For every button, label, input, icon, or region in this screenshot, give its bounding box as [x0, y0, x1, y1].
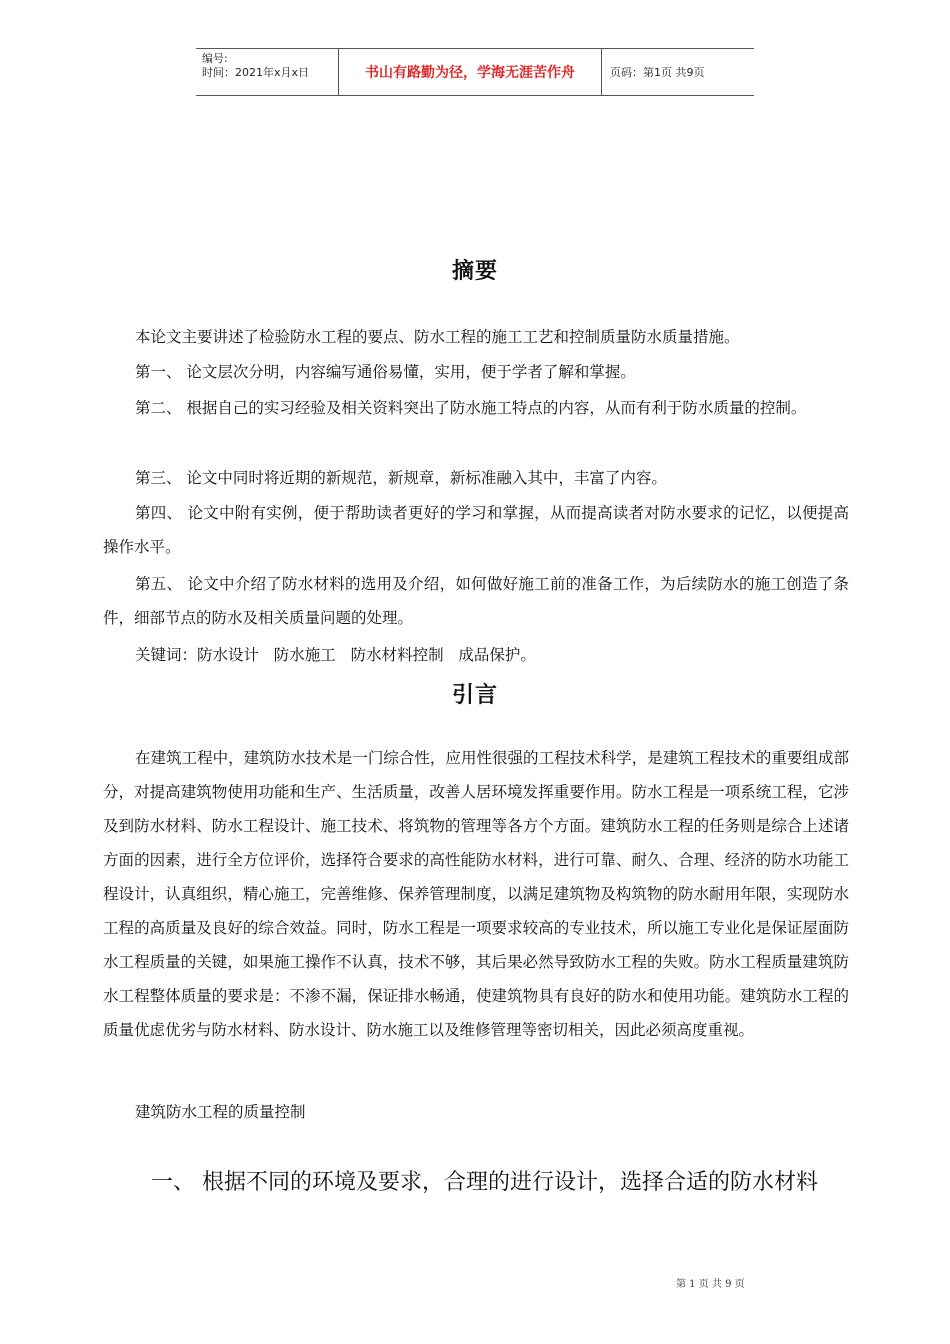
- header-motto: 书山有路勤为径，学海无涯苦作舟: [338, 49, 602, 95]
- header-number-label: 编号:: [202, 52, 228, 65]
- section-one-heading: 一、 根据不同的环境及要求，合理的进行设计，选择合适的防水材料: [151, 1170, 818, 1195]
- preface-title: 引言: [451, 683, 498, 708]
- preface-body: 在建筑工程中，建筑防水技术是一门综合性，应用性很强的工程技术科学，是建筑工程技术的重要组成部分，对提高建筑物使用功能和生产、生活质量，改善人居环境发挥重要作用。防水工程是一项系统工程，它涉及到防水材料、防水工程设计、施工技术、将筑物的管理等各方个方面。建筑防水工程的任务则是综合上述诸方面的因素，进行全方位评价，选择符合要求的高性能防水材料，进行可靠、耐久、合理、经济的防水功能工程设计，认真组织，精心施工，完善维修、保养管理制度，以满足建筑物及构筑物的防水耐用年限，实现防水工程的高质量及良好的综合效益。同时，防水工程是一项要求较高的专业技术，所以施工专业化是保证屋面防水工程质量的关键，如果施工操作不认真，技术不够，其后果必然导致防水工程的失败。防水工程质量建筑防水工程整体质量的要求是：不渗不漏，保证排水畅通，使建筑物具有良好的防水和使用功能。建筑防水工程的质量优虑优劣与防水材料、防水设计、防水施工以及维修管理等密切相关，因此必须高度重视。: [103, 749, 849, 1039]
- abstract-point-2: 第二、 根据自己的实习经验及相关资料突出了防水施工特点的内容，从而有利于防水质量的控制。: [135, 399, 807, 417]
- abstract-point-5: 第五、 论文中介绍了防水材料的选用及介绍，如何做好施工前的准备工作，为后续防水的施工创造了条件，细部节点的防水及相关质量问题的处理。: [103, 575, 849, 627]
- header-left-cell: [196, 49, 338, 95]
- abstract-title: 摘要: [451, 259, 498, 284]
- page-footer: 第 1 页 共 9 页: [676, 1279, 745, 1290]
- abstract-point-1: 第一、 论文层次分明，内容编写通俗易懂，实用，便于学者了解和掌握。: [135, 363, 636, 381]
- abstract-keywords: 关键词：防水设计 防水施工 防水材料控制 成品保护。: [135, 646, 536, 664]
- abstract-intro: 本论文主要讲述了检验防水工程的要点、防水工程的施工工艺和控制质量防水质量措施。: [135, 328, 740, 346]
- document-header: [196, 48, 754, 96]
- abstract-point-3: 第三、 论文中同时将近期的新规范，新规章，新标准融入其中，丰富了内容。: [135, 469, 667, 487]
- header-page-label: 页码：第1页 共9页: [610, 66, 705, 79]
- abstract-point-4: 第四、 论文中附有实例，便于帮助读者更好的学习和掌握，从而提高读者对防水要求的记忆，以便提高操作水平。: [103, 504, 849, 556]
- header-time-label: 时间：2021年x月x日: [202, 66, 310, 79]
- preface-subheading: 建筑防水工程的质量控制: [135, 1103, 306, 1121]
